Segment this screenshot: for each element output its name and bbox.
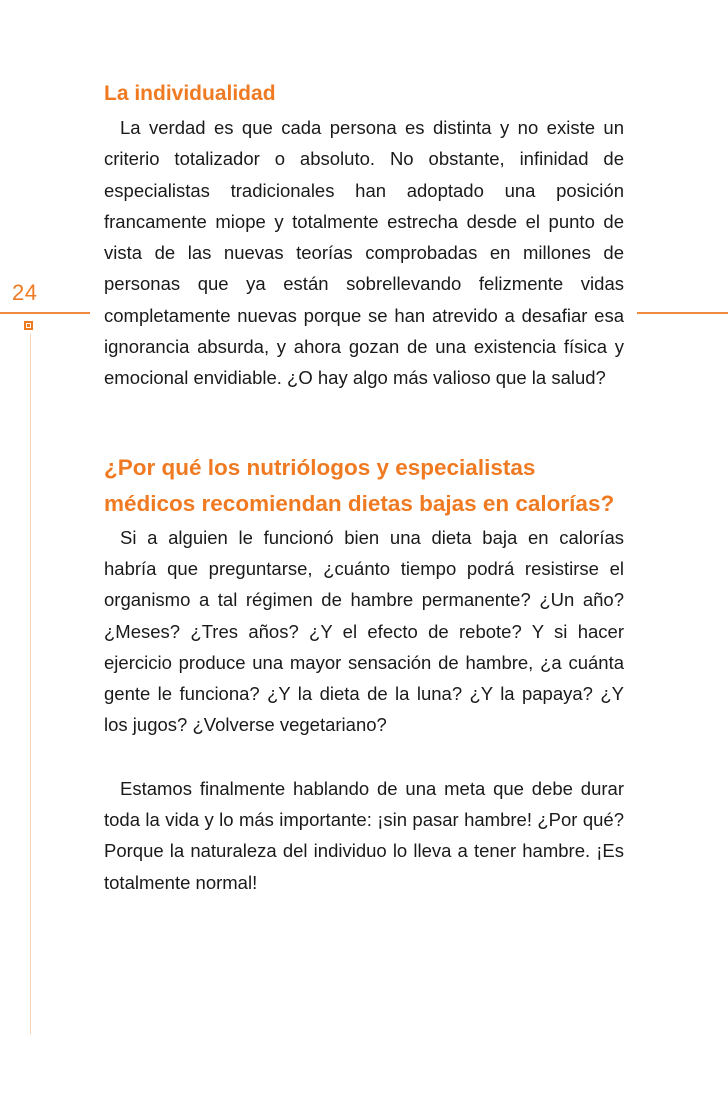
paragraph-dietas-1: Si a alguien le funcionó bien una dieta baja en calorías habría que preguntarse, ¿cuánto tiempo podrá resistirse el organismo a tal régimen de hambre permanente? ¿Un año? ¿Meses? ¿Tres años? ¿Y el efecto de rebote? Y si hacer ejercicio produce una mayor sensación de hambre, ¿a cuánta gente le funciona? ¿Y la dieta de la luna? ¿Y la papaya? ¿Y los jugos? ¿Volverse vegetariano? [104,526,624,736]
right-margin-rule [637,312,728,314]
left-margin-rule [0,312,90,314]
paragraph-dietas-2: Estamos finalmente hablando de una meta que debe durar toda la vida y lo más importante: ¡sin pasar hambre! ¿Por qué? Porque la naturaleza del individuo lo lleva a tener hambre. ¡Es totalmente normal! [104,777,624,893]
page-number: 24 [12,280,38,305]
margin-vertical-line [30,334,31,1034]
paragraph-individualidad: La verdad es que cada persona es distinta y no existe un criterio totalizador o absoluto. No obstante, infinidad de especialistas tradicionales han adoptado una posición francamente miope y totalmente estrecha desde el punto de vista de las nuevas teorías comprobadas en millones de personas que ya están sobrellevando felizmente vidas completamente nuevas porque se han atrevido a desafiar esa ignorancia absurda, y ahora gozan de una existencia física y emocional envidiable. ¿O hay algo más valioso que la salud? [104,117,624,389]
page-body [104,76,624,898]
section-title-dietas: ¿Por qué los nutriólogos y especialistas médicos recomiendan dietas bajas en calorías? [104,454,615,516]
square-marker-icon [24,321,33,330]
section-title-individualidad: La individualidad [104,82,276,105]
